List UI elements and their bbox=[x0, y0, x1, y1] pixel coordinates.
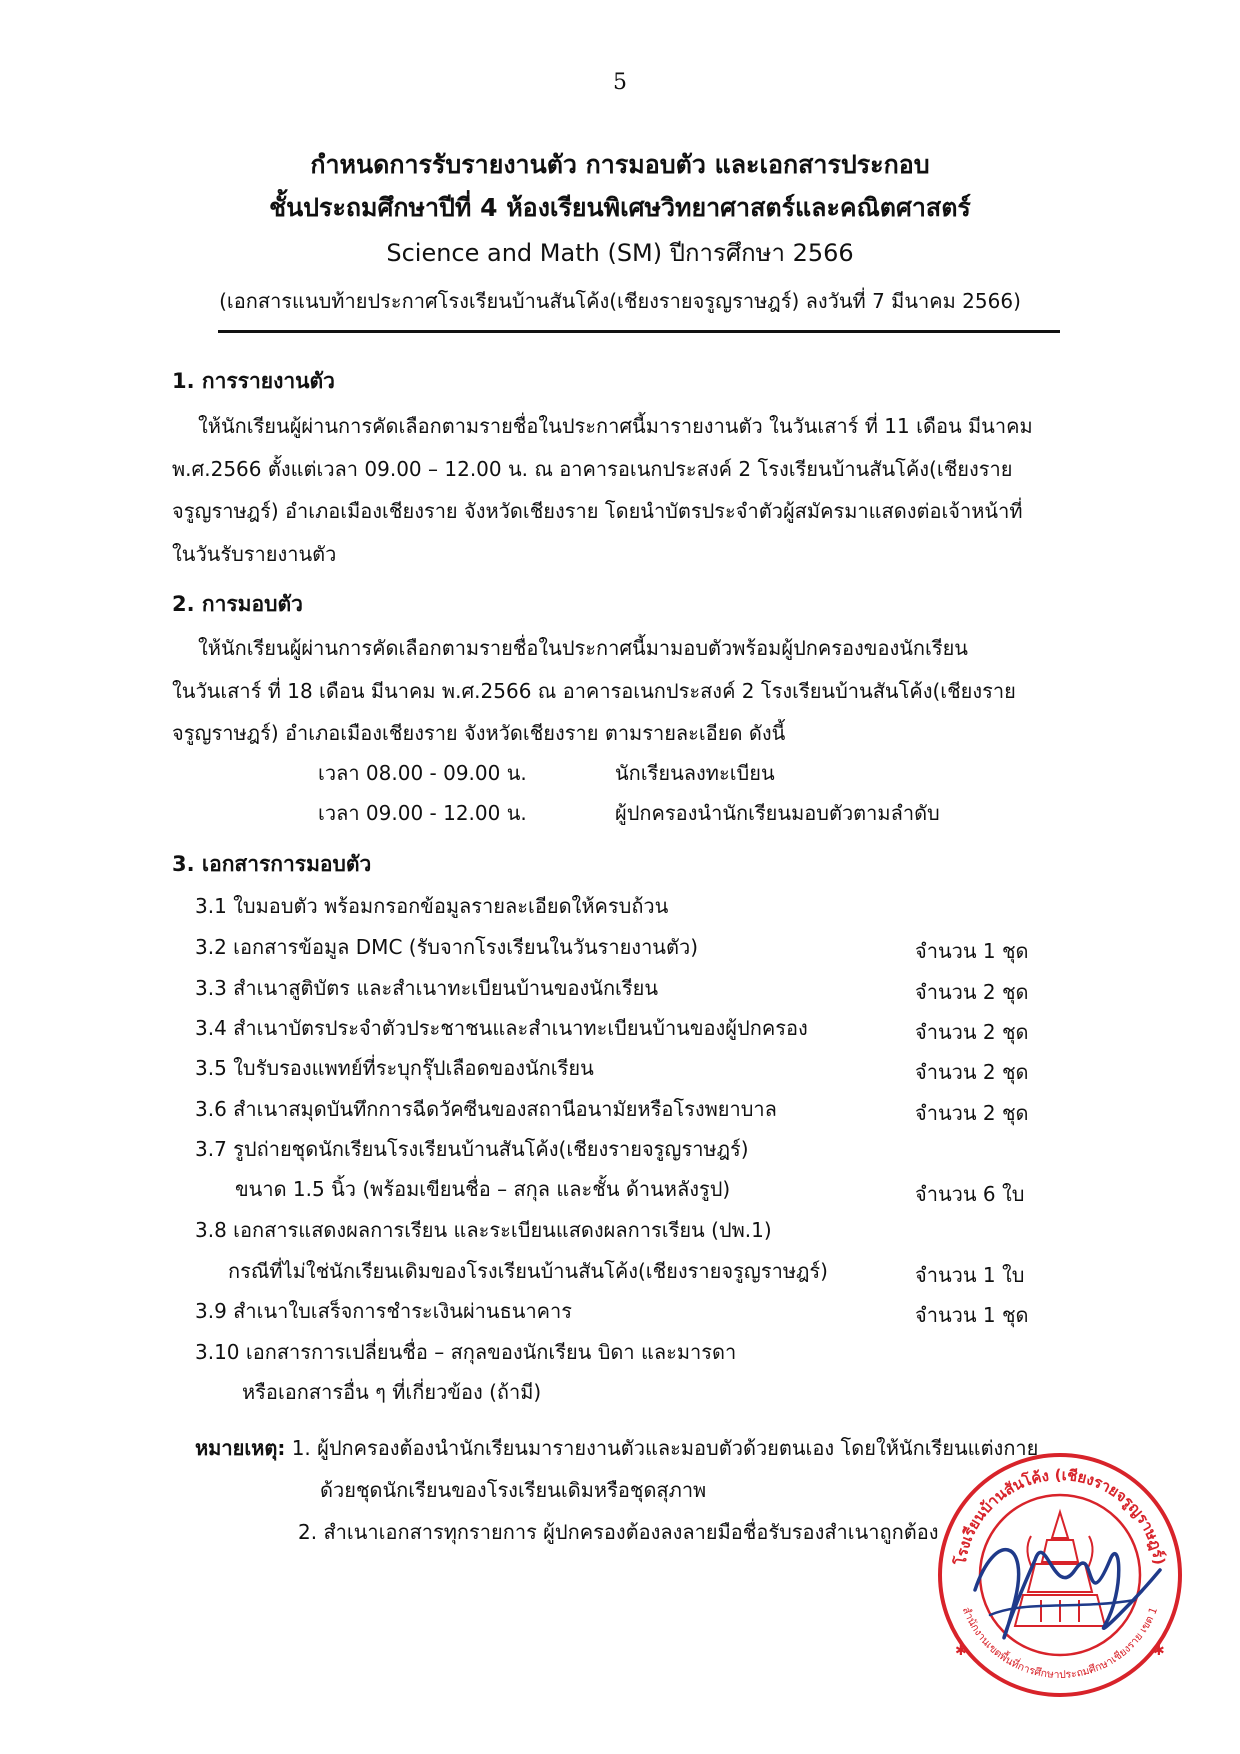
document-quantity: จำนวน 6 ใบ bbox=[915, 1182, 1025, 1206]
document-quantity: จำนวน 1 ชุด bbox=[915, 1303, 1029, 1327]
section-2-heading: 2. การมอบตัว bbox=[172, 592, 303, 616]
document-item: 3.2 เอกสารข้อมูล DMC (รับจากโรงเรียนในวันรายงานตัว) bbox=[195, 935, 698, 959]
section-1-heading: 1. การรายงานตัว bbox=[172, 369, 335, 393]
seal-star-icon: ✱ bbox=[1153, 1643, 1165, 1659]
document-quantity: จำนวน 2 ชุด bbox=[915, 1060, 1029, 1084]
section-1-paragraph-line: ให้นักเรียนผู้ผ่านการคัดเลือกตามรายชื่อในประกาศนี้มารายงานตัว ในวันเสาร์ ที่ 11 เดือน มีนาคม bbox=[198, 414, 1033, 438]
document-item: 3.4 สำเนาบัตรประจำตัวประชาชนและสำเนาทะเบียนบ้านของผู้ปกครอง bbox=[195, 1016, 808, 1040]
document-item: 3.3 สำเนาสูติบัตร และสำเนาทะเบียนบ้านของนักเรียน bbox=[195, 976, 659, 1000]
document-item: 3.9 สำเนาใบเสร็จการชำระเงินผ่านธนาคาร bbox=[195, 1299, 573, 1323]
document-item: 3.10 เอกสารการเปลี่ยนชื่อ – สกุลของนักเรียน บิดา และมารดา bbox=[195, 1340, 737, 1364]
note-1: 1. ผู้ปกครองต้องนำนักเรียนมารายงานตัวและมอบตัวด้วยตนเอง โดยให้นักเรียนแต่งกาย bbox=[291, 1436, 1039, 1460]
section-1-paragraph-line: ในวันรับรายงานตัว bbox=[172, 542, 337, 566]
page-number: 5 bbox=[613, 70, 627, 95]
document-title-line-3: Science and Math (SM) ปีการศึกษา 2566 bbox=[386, 239, 854, 267]
seal-bottom-text: สำนักงานเขตพื้นที่การศึกษาประถมศึกษาเชียงราย เขต 1 bbox=[959, 1605, 1161, 1682]
document-item: 3.1 ใบมอบตัว พร้อมกรอกข้อมูลรายละเอียดให้ครบถ้วน bbox=[195, 894, 669, 918]
document-item-continuation: ขนาด 1.5 นิ้ว (พร้อมเขียนชื่อ – สกุล และชั้น ด้านหลังรูป) bbox=[235, 1177, 731, 1201]
notes-label: หมายเหตุ: bbox=[195, 1436, 286, 1460]
seal-top-text: โรงเรียนบ้านสันโค้ง (เชียงรายจรูญราษฎร์) bbox=[951, 1465, 1169, 1567]
section-3-heading: 3. เอกสารการมอบตัว bbox=[172, 852, 372, 876]
note-1-continuation: ด้วยชุดนักเรียนของโรงเรียนเดิมหรือชุดสุภาพ bbox=[320, 1478, 707, 1502]
section-2-paragraph-line: ในวันเสาร์ ที่ 18 เดือน มีนาคม พ.ศ.2566 ณ อาคารอเนกประสงค์ 2 โรงเรียนบ้านสันโค้ง(เชียงราย bbox=[172, 679, 1016, 703]
seal-star-icon: ✱ bbox=[955, 1643, 967, 1659]
document-quantity: จำนวน 2 ชุด bbox=[915, 1101, 1029, 1125]
schedule-time: เวลา 09.00 - 12.00 น. bbox=[318, 801, 527, 825]
document-title-line-1: กำหนดการรับรายงานตัว การมอบตัว และเอกสารประกอบ bbox=[310, 150, 930, 179]
school-seal bbox=[935, 1450, 1185, 1700]
schedule-activity: นักเรียนลงทะเบียน bbox=[615, 761, 775, 785]
notes-line bbox=[195, 1432, 1038, 1464]
document-item: 3.7 รูปถ่ายชุดนักเรียนโรงเรียนบ้านสันโค้ง(เชียงรายจรูญราษฎร์) bbox=[195, 1137, 749, 1161]
document-item-continuation: กรณีที่ไม่ใช่นักเรียนเดิมของโรงเรียนบ้านสันโค้ง(เชียงรายจรูญราษฎร์) bbox=[228, 1259, 828, 1283]
section-2-paragraph-line: จรูญราษฎร์) อำเภอเมืองเชียงราย จังหวัดเชียงราย ตามรายละเอียด ดังนี้ bbox=[172, 721, 786, 745]
document-item: 3.8 เอกสารแสดงผลการเรียน และระเบียนแสดงผลการเรียน (ปพ.1) bbox=[195, 1218, 772, 1242]
document-quantity: จำนวน 1 ชุด bbox=[915, 939, 1029, 963]
document-item-continuation: หรือเอกสารอื่น ๆ ที่เกี่ยวข้อง (ถ้ามี) bbox=[242, 1380, 542, 1404]
document-item: 3.5 ใบรับรองแพทย์ที่ระบุกรุ๊ปเลือดของนักเรียน bbox=[195, 1056, 594, 1080]
section-1-paragraph-line: จรูญราษฎร์) อำเภอเมืองเชียงราย จังหวัดเชียงราย โดยนำบัตรประจำตัวผู้สมัครมาแสดงต่อเจ้าหน้าที่ bbox=[172, 499, 1023, 523]
document-quantity: จำนวน 1 ใบ bbox=[915, 1263, 1025, 1287]
schedule-time: เวลา 08.00 - 09.00 น. bbox=[318, 761, 527, 785]
document-quantity: จำนวน 2 ชุด bbox=[915, 1020, 1029, 1044]
seal-emblem bbox=[1015, 1512, 1105, 1626]
section-2-paragraph-line: ให้นักเรียนผู้ผ่านการคัดเลือกตามรายชื่อในประกาศนี้มามอบตัวพร้อมผู้ปกครองของนักเรียน bbox=[198, 636, 968, 660]
note-2: 2. สำเนาเอกสารทุกรายการ ผู้ปกครองต้องลงลายมือชื่อรับรองสำเนาถูกต้อง bbox=[298, 1520, 939, 1544]
document-quantity: จำนวน 2 ชุด bbox=[915, 980, 1029, 1004]
document-subtitle: (เอกสารแนบท้ายประกาศโรงเรียนบ้านสันโค้ง(เชียงรายจรูญราษฎร์) ลงวันที่ 7 มีนาคม 2566) bbox=[219, 289, 1021, 313]
document-title-line-2: ชั้นประถมศึกษาปีที่ 4 ห้องเรียนพิเศษวิทยาศาสตร์และคณิตศาสตร์ bbox=[269, 193, 971, 222]
document-item: 3.6 สำเนาสมุดบันทึกการฉีดวัคซีนของสถานีอนามัยหรือโรงพยาบาล bbox=[195, 1097, 777, 1121]
schedule-activity: ผู้ปกครองนำนักเรียนมอบตัวตามลำดับ bbox=[615, 801, 940, 825]
header-divider bbox=[218, 330, 1060, 333]
section-1-paragraph-line: พ.ศ.2566 ตั้งแต่เวลา 09.00 – 12.00 น. ณ อาคารอเนกประสงค์ 2 โรงเรียนบ้านสันโค้ง(เชียงราย bbox=[172, 457, 1013, 481]
